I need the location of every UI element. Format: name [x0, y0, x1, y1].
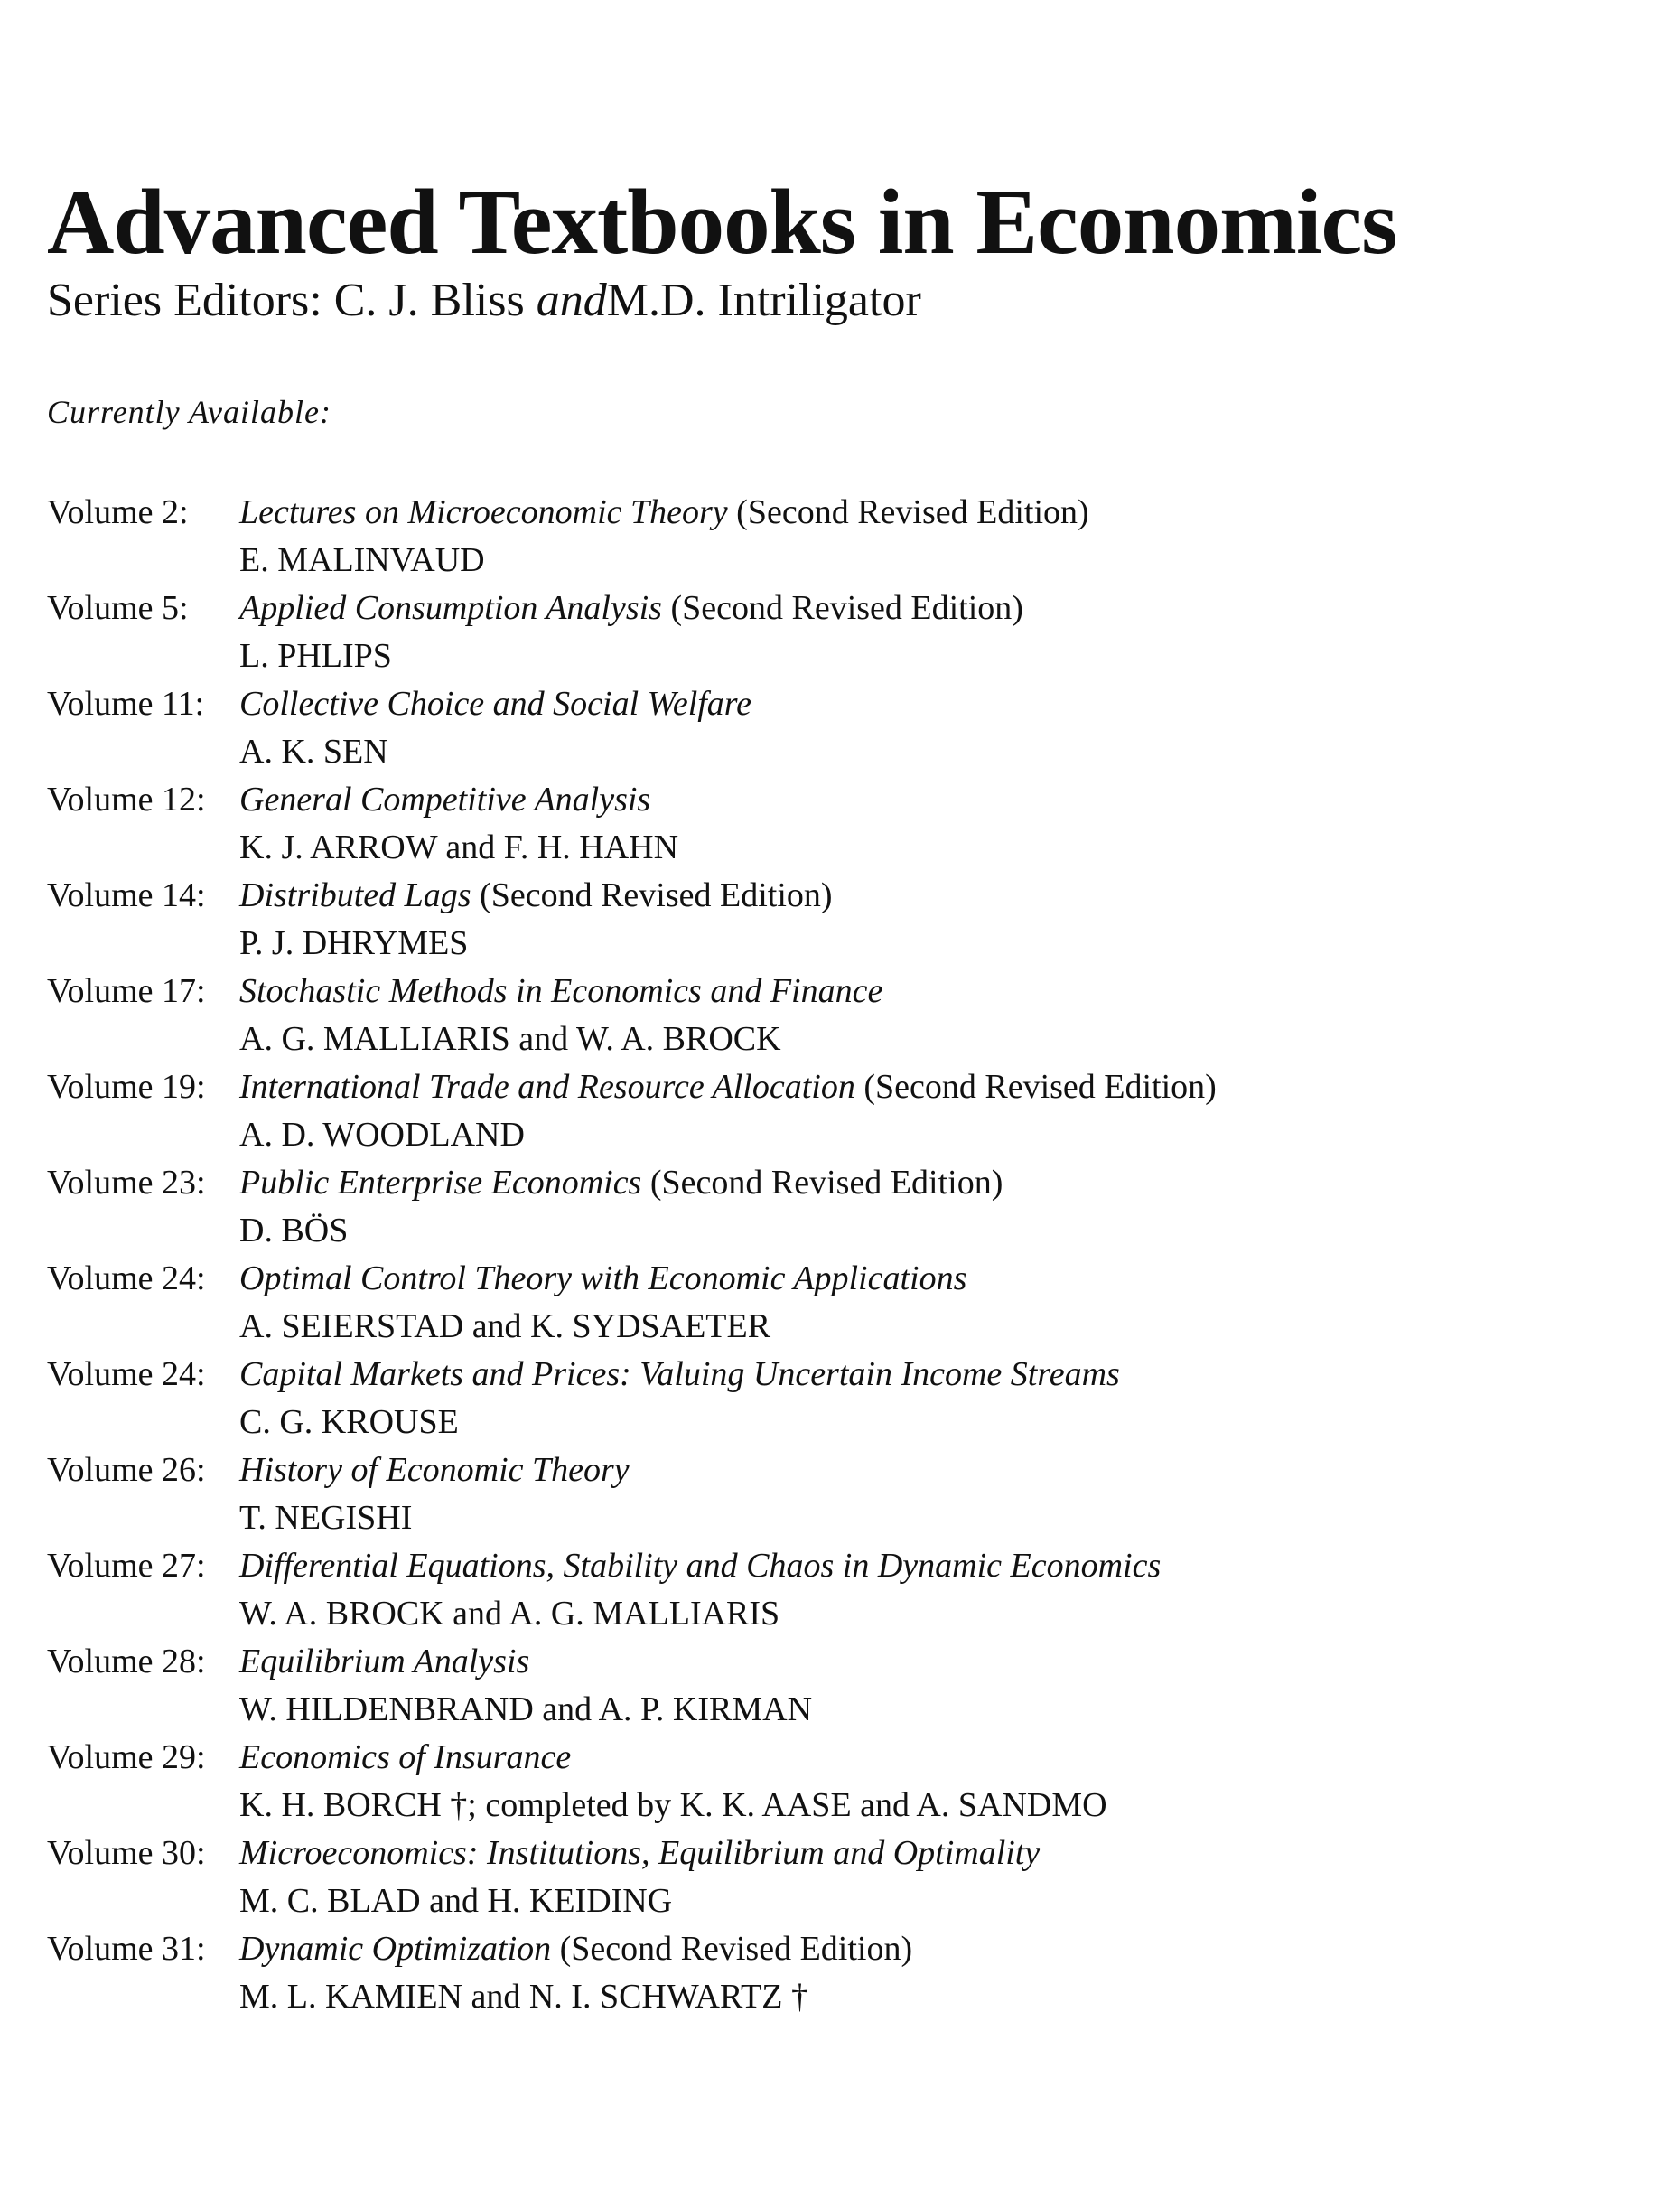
book-title: Lectures on Microeconomic Theory [239, 493, 728, 532]
volume-number: Volume 2: [47, 493, 189, 532]
edition-note: (Second Revised Edition) [559, 1930, 913, 1969]
volume-number: Volume 14: [47, 876, 206, 915]
book-title: Microeconomics: Institutions, Equilibrium and Optimality [239, 1834, 1041, 1873]
volume-body [239, 489, 1637, 585]
volume-entry [47, 968, 1637, 1063]
book-title: Distributed Lags [239, 876, 471, 915]
volume-body [239, 585, 1637, 680]
book-title: Economics of Insurance [239, 1738, 572, 1777]
volume-title-line [239, 1542, 1637, 1590]
page [47, 171, 1637, 2021]
volume-authors: M. L. KAMIEN and N. I. SCHWARTZ † [239, 1978, 808, 2017]
volume-entry [47, 1925, 1637, 2021]
volume-title-line [239, 489, 1637, 537]
volume-title-line [239, 1638, 1637, 1686]
editors-prefix: Series Editors: C. J. Bliss [47, 275, 525, 326]
volume-number: Volume 5: [47, 589, 189, 628]
volume-body [239, 776, 1637, 872]
volume-number: Volume 29: [47, 1738, 206, 1777]
book-title: International Trade and Resource Allocation [239, 1068, 855, 1107]
edition-note: (Second Revised Edition) [736, 493, 1089, 532]
volume-authors: E. MALINVAUD [239, 541, 485, 580]
volume-entry [47, 776, 1637, 872]
volume-entry [47, 1255, 1637, 1351]
volume-title-line [239, 1063, 1637, 1111]
volume-title-line [239, 1159, 1637, 1207]
volume-entry [47, 1446, 1637, 1542]
volume-body [239, 1830, 1637, 1925]
volume-number: Volume 27: [47, 1547, 206, 1586]
volume-title-line [239, 968, 1637, 1016]
book-title: General Competitive Analysis [239, 781, 651, 819]
volume-entry [47, 872, 1637, 968]
volume-entry [47, 1063, 1637, 1159]
volume-title-line [239, 1925, 1637, 1973]
volume-number: Volume 28: [47, 1643, 206, 1681]
edition-note: (Second Revised Edition) [670, 589, 1023, 628]
book-title: Capital Markets and Prices: Valuing Uncertain Income Streams [239, 1355, 1120, 1394]
volume-number: Volume 11: [47, 685, 205, 724]
book-title: Applied Consumption Analysis [239, 589, 662, 628]
editors-and: and [536, 275, 607, 326]
book-title: Dynamic Optimization [239, 1930, 552, 1969]
volume-body [239, 1446, 1637, 1542]
volume-body [239, 1734, 1637, 1830]
volume-entry [47, 1734, 1637, 1830]
volume-authors: K. H. BORCH †; completed by K. K. AASE and A. SANDMO [239, 1786, 1107, 1825]
volume-number: Volume 31: [47, 1930, 206, 1969]
book-title: Collective Choice and Social Welfare [239, 685, 752, 724]
volume-body [239, 1063, 1637, 1159]
volume-entry [47, 1542, 1637, 1638]
volume-title-line [239, 1734, 1637, 1782]
volume-authors: C. G. KROUSE [239, 1403, 459, 1442]
book-title: Differential Equations, Stability and Chaos in Dynamic Economics [239, 1547, 1162, 1586]
volume-number: Volume 23: [47, 1164, 206, 1203]
currently-available-label: Currently Available: [47, 394, 331, 431]
volume-title-line [239, 585, 1637, 632]
volume-body [239, 968, 1637, 1063]
volume-number: Volume 30: [47, 1834, 206, 1873]
volume-authors: A. SEIERSTAD and K. SYDSAETER [239, 1307, 771, 1346]
volume-number: Volume 17: [47, 972, 206, 1011]
volume-title-line [239, 1351, 1637, 1399]
volume-title-line [239, 1446, 1637, 1494]
edition-note: (Second Revised Edition) [863, 1068, 1217, 1107]
book-title: Public Enterprise Economics [239, 1164, 642, 1203]
edition-note: (Second Revised Edition) [649, 1164, 1003, 1203]
volume-body [239, 1542, 1637, 1638]
volume-title-line [239, 1255, 1637, 1303]
series-title: Advanced Textbooks in Economics [47, 171, 1397, 274]
book-title: Equilibrium Analysis [239, 1643, 530, 1681]
volume-authors: W. HILDENBRAND and A. P. KIRMAN [239, 1690, 813, 1729]
volume-authors: L. PHLIPS [239, 637, 392, 676]
volume-authors: A. D. WOODLAND [239, 1116, 525, 1155]
volume-number: Volume 24: [47, 1355, 206, 1394]
series-editors [47, 275, 1637, 326]
volume-title-line [239, 680, 1637, 728]
editors-suffix: M.D. Intriligator [606, 275, 921, 326]
volume-body [239, 1925, 1637, 2021]
volume-authors: A. K. SEN [239, 733, 388, 772]
volume-entry [47, 1638, 1637, 1734]
volume-number: Volume 19: [47, 1068, 206, 1107]
volume-authors: D. BÖS [239, 1212, 349, 1250]
volume-entry [47, 680, 1637, 776]
volume-number: Volume 26: [47, 1451, 206, 1490]
volume-body [239, 680, 1637, 776]
volume-title-line [239, 872, 1637, 920]
volume-body [239, 1159, 1637, 1255]
volume-number: Volume 12: [47, 781, 206, 819]
volume-entry [47, 489, 1637, 585]
volume-body [239, 1638, 1637, 1734]
volume-authors: K. J. ARROW and F. H. HAHN [239, 828, 679, 867]
edition-note: (Second Revised Edition) [480, 876, 833, 915]
volume-title-line [239, 776, 1637, 824]
volume-entry [47, 1159, 1637, 1255]
volume-body [239, 1351, 1637, 1446]
volume-title-line [239, 1830, 1637, 1877]
volume-authors: T. NEGISHI [239, 1499, 413, 1538]
book-title: Stochastic Methods in Economics and Finance [239, 972, 883, 1011]
volume-entry [47, 585, 1637, 680]
volume-number: Volume 24: [47, 1259, 206, 1298]
volume-body [239, 1255, 1637, 1351]
volume-body [239, 872, 1637, 968]
volume-entry [47, 1830, 1637, 1925]
volume-list [47, 489, 1637, 2021]
volume-authors: W. A. BROCK and A. G. MALLIARIS [239, 1595, 780, 1633]
volume-authors: A. G. MALLIARIS and W. A. BROCK [239, 1020, 781, 1059]
volume-entry [47, 1351, 1637, 1446]
book-title: Optimal Control Theory with Economic Applications [239, 1259, 967, 1298]
book-title: History of Economic Theory [239, 1451, 630, 1490]
volume-authors: M. C. BLAD and H. KEIDING [239, 1882, 673, 1921]
volume-authors: P. J. DHRYMES [239, 924, 469, 963]
